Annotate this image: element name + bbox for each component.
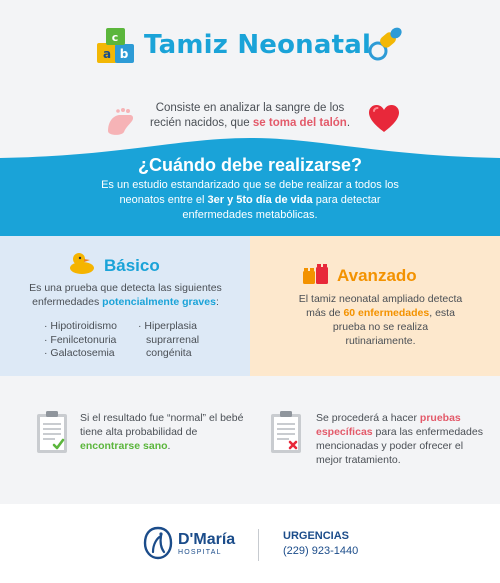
intro-text: Consiste en analizar la sangre de los recién nacidos, que se toma del talón. [149,102,351,129]
specific-tests-highlight: pruebas específicas [316,412,461,438]
block-letter-a: a [102,47,112,61]
disease-list-right [138,320,199,361]
footer-divider [258,529,259,561]
toy-blocks-icon [95,27,137,65]
footer [0,504,500,583]
urgencias-label: URGENCIAS [283,530,350,542]
hospital-logo-icon [143,526,173,560]
pacifier-icon [366,24,406,64]
block-letter-c: c [111,31,119,44]
hospital-name: D'María [178,531,236,548]
page-title: Tamiz Neonatal [144,30,372,60]
severity-highlight: potencialmente graves [102,296,216,308]
disease-count-highlight: 60 enfermedades [343,307,430,319]
list-item-continued: congénita [146,347,192,359]
advanced-description: El tamiz neonatal ampliado detecta más de 60 enfermedades, esta prueba no se realiza rutinariamente. [298,293,463,347]
list-item-continued: suprarrenal [146,333,200,346]
urgencias-phone[interactable]: (229) 923-1440 [283,545,359,557]
clipboard-check-icon [35,409,69,455]
healthy-highlight: encontrarse sano [80,440,168,452]
building-blocks-icon [302,263,330,285]
when-title: ¿Cuándo debe realizarse? [137,155,363,175]
disease-list-left [44,320,117,361]
abnormal-result-note: Se procederá a hacer pruebas específicas para las enfermedades mencionadas y poder ofrecer el mejor tratamiento. [316,412,483,466]
basic-description: Es una prueba que detecta las siguientes enfermedades potencialmente graves: [29,282,222,308]
when-text: Es un estudio estandarizado que se debe realizar a todos los neonatos entre el 3er y 5to día de vida para detectar enfermedades metabólicas. [101,179,399,221]
rubber-duck-icon [68,251,96,275]
days-highlight: 3er y 5to día de vida [207,194,313,206]
advanced-title: Avanzado [337,266,417,285]
normal-result-note: Si el resultado fue “normal” el bebé tiene alta probabilidad de encontrarse sano. [80,412,244,452]
heel-highlight: se toma del talón [252,117,347,129]
list-item: · Galactosemia [44,347,115,359]
list-item: · Hiperplasia [138,320,197,332]
block-letter-b: b [119,47,129,61]
list-item: · Fenilcetonuria [44,333,117,346]
hospital-subtitle: HOSPITAL [178,549,222,556]
list-item: · Hipotiroidismo [44,320,117,332]
clipboard-x-icon [269,409,303,455]
basic-title: Básico [104,256,160,275]
